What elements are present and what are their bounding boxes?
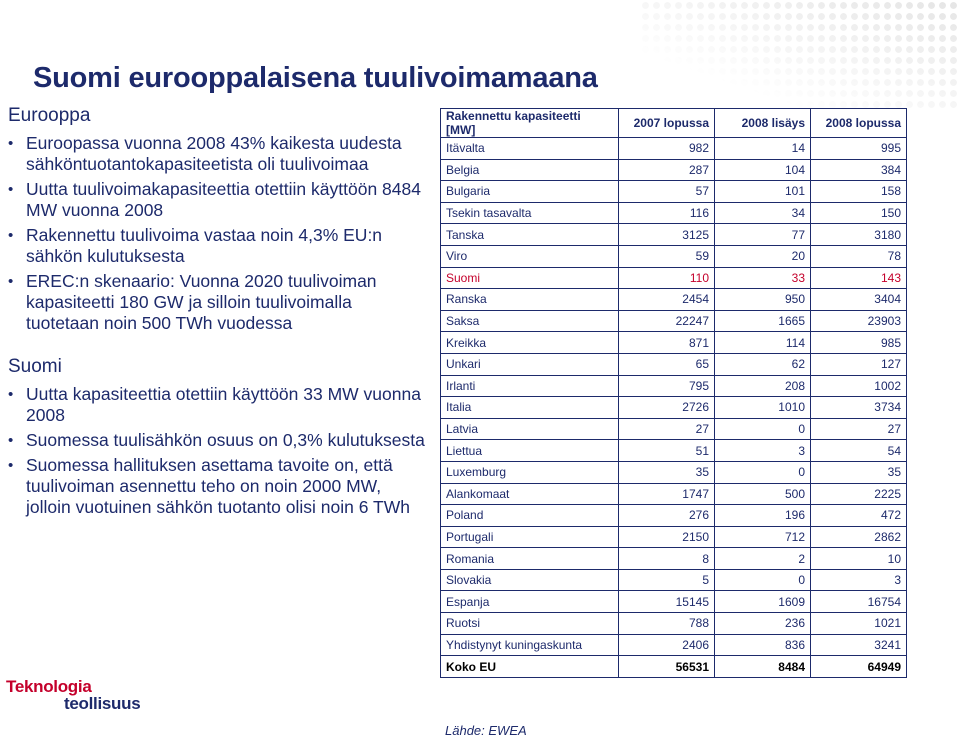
table-row (441, 181, 907, 203)
value-cell: 2150 (619, 526, 715, 548)
text-column (8, 105, 428, 522)
value-cell: 64949 (811, 656, 907, 678)
country-cell: Ruotsi (441, 613, 619, 635)
table-row (441, 202, 907, 224)
value-cell: 3 (715, 440, 811, 462)
teknologiateollisuus-logo (6, 677, 166, 713)
country-cell: Italia (441, 397, 619, 419)
value-cell: 276 (619, 505, 715, 527)
value-cell: 27 (619, 418, 715, 440)
value-cell: 982 (619, 138, 715, 160)
country-cell: Ranska (441, 289, 619, 311)
value-cell: 1747 (619, 483, 715, 505)
country-cell: Koko EU (441, 656, 619, 678)
value-cell: 2726 (619, 397, 715, 419)
value-cell: 14 (715, 138, 811, 160)
value-cell: 77 (715, 224, 811, 246)
table-row (441, 310, 907, 332)
value-cell: 35 (811, 461, 907, 483)
country-cell: Yhdistynyt kuningaskunta (441, 634, 619, 656)
country-cell: Slovakia (441, 569, 619, 591)
value-cell: 8 (619, 548, 715, 570)
value-cell: 10 (811, 548, 907, 570)
table-row (441, 353, 907, 375)
table-row (441, 440, 907, 462)
country-cell: Irlanti (441, 375, 619, 397)
value-cell: 3734 (811, 397, 907, 419)
value-cell: 150 (811, 202, 907, 224)
table-row (441, 138, 907, 160)
value-cell: 3125 (619, 224, 715, 246)
value-cell: 20 (715, 245, 811, 267)
capacity-table (440, 108, 907, 678)
value-cell: 1010 (715, 397, 811, 419)
decorative-dot-pattern (640, 0, 960, 110)
table-row (441, 375, 907, 397)
value-cell: 0 (715, 461, 811, 483)
country-cell: Espanja (441, 591, 619, 613)
value-cell: 15145 (619, 591, 715, 613)
table-row (441, 418, 907, 440)
country-cell: Suomi (441, 267, 619, 289)
value-cell: 114 (715, 332, 811, 354)
column-header: 2007 lopussa (619, 109, 715, 138)
value-cell: 472 (811, 505, 907, 527)
table-row (441, 224, 907, 246)
value-cell: 3 (811, 569, 907, 591)
bullet-item: • Uutta tuulivoimakapasiteettia otettiin käyttöön 8484 MW vuonna 2008 (8, 179, 428, 221)
table-header-row (441, 109, 907, 138)
country-cell: Belgia (441, 159, 619, 181)
table-row (441, 505, 907, 527)
value-cell: 27 (811, 418, 907, 440)
country-cell: Portugali (441, 526, 619, 548)
value-cell: 116 (619, 202, 715, 224)
country-cell: Saksa (441, 310, 619, 332)
value-cell: 57 (619, 181, 715, 203)
country-cell: Luxemburg (441, 461, 619, 483)
value-cell: 16754 (811, 591, 907, 613)
logo-text-line1: Teknologia (6, 677, 92, 696)
value-cell: 2225 (811, 483, 907, 505)
value-cell: 1002 (811, 375, 907, 397)
value-cell: 158 (811, 181, 907, 203)
value-cell: 500 (715, 483, 811, 505)
value-cell: 1021 (811, 613, 907, 635)
value-cell: 143 (811, 267, 907, 289)
table-row (441, 332, 907, 354)
bullet-item: • Suomessa tuulisähkön osuus on 0,3% kulutuksesta (8, 430, 428, 451)
table-row (441, 461, 907, 483)
slide-title: Suomi eurooppalaisena tuulivoimamaana (33, 62, 598, 94)
value-cell: 788 (619, 613, 715, 635)
value-cell: 236 (715, 613, 811, 635)
value-cell: 795 (619, 375, 715, 397)
country-cell: Bulgaria (441, 181, 619, 203)
table-row (441, 656, 907, 678)
value-cell: 33 (715, 267, 811, 289)
value-cell: 59 (619, 245, 715, 267)
logo-text-line2: teollisuus (64, 694, 141, 713)
table-row (441, 159, 907, 181)
value-cell: 2454 (619, 289, 715, 311)
value-cell: 836 (715, 634, 811, 656)
country-cell: Unkari (441, 353, 619, 375)
value-cell: 3404 (811, 289, 907, 311)
column-header: Rakennettu kapasiteetti [MW] (441, 109, 619, 138)
value-cell: 208 (715, 375, 811, 397)
value-cell: 34 (715, 202, 811, 224)
section-heading-suomi: Suomi (8, 356, 62, 377)
value-cell: 23903 (811, 310, 907, 332)
bullet-item: • Uutta kapasiteettia otettiin käyttöön 33 MW vuonna 2008 (8, 384, 428, 426)
table-row (441, 397, 907, 419)
table-row (441, 289, 907, 311)
value-cell: 950 (715, 289, 811, 311)
table-row (441, 613, 907, 635)
table-row (441, 548, 907, 570)
value-cell: 995 (811, 138, 907, 160)
value-cell: 3180 (811, 224, 907, 246)
country-cell: Kreikka (441, 332, 619, 354)
country-cell: Poland (441, 505, 619, 527)
table-row (441, 591, 907, 613)
value-cell: 5 (619, 569, 715, 591)
table-row (441, 483, 907, 505)
value-cell: 0 (715, 569, 811, 591)
value-cell: 1609 (715, 591, 811, 613)
value-cell: 127 (811, 353, 907, 375)
value-cell: 35 (619, 461, 715, 483)
value-cell: 54 (811, 440, 907, 462)
table-row (441, 634, 907, 656)
value-cell: 1665 (715, 310, 811, 332)
table-row (441, 569, 907, 591)
country-cell: Latvia (441, 418, 619, 440)
value-cell: 2862 (811, 526, 907, 548)
bullet-list-suomi (8, 384, 428, 518)
country-cell: Tsekin tasavalta (441, 202, 619, 224)
table-body (441, 138, 907, 678)
column-header: 2008 lisäys (715, 109, 811, 138)
country-cell: Viro (441, 245, 619, 267)
country-cell: Tanska (441, 224, 619, 246)
value-cell: 8484 (715, 656, 811, 678)
bullet-item: • Euroopassa vuonna 2008 43% kaikesta uudesta sähköntuotantokapasiteetista oli tuulivoimaa (8, 133, 428, 175)
value-cell: 2 (715, 548, 811, 570)
value-cell: 985 (811, 332, 907, 354)
value-cell: 287 (619, 159, 715, 181)
country-cell: Romania (441, 548, 619, 570)
bullet-item: • Rakennettu tuulivoima vastaa noin 4,3% EU:n sähkön kulutuksesta (8, 225, 428, 267)
bullet-list-eurooppa (8, 133, 428, 334)
value-cell: 101 (715, 181, 811, 203)
bullet-item: • Suomessa hallituksen asettama tavoite on, että tuulivoiman asennettu teho on noin 2000 MW, jolloin vuotuinen sähkön tuotanto olisi noin 6 TWh (8, 455, 428, 518)
section-heading-eurooppa: Eurooppa (8, 105, 91, 126)
value-cell: 51 (619, 440, 715, 462)
column-header: 2008 lopussa (811, 109, 907, 138)
value-cell: 0 (715, 418, 811, 440)
table-row (441, 267, 907, 289)
bullet-item: • EREC:n skenaario: Vuonna 2020 tuulivoiman kapasiteetti 180 GW ja silloin tuulivoimalla tuotetaan noin 500 TWh vuodessa (8, 271, 428, 334)
table-row (441, 245, 907, 267)
value-cell: 56531 (619, 656, 715, 678)
value-cell: 712 (715, 526, 811, 548)
value-cell: 3241 (811, 634, 907, 656)
country-cell: Itävalta (441, 138, 619, 160)
value-cell: 871 (619, 332, 715, 354)
value-cell: 2406 (619, 634, 715, 656)
value-cell: 62 (715, 353, 811, 375)
table-row (441, 526, 907, 548)
value-cell: 22247 (619, 310, 715, 332)
value-cell: 110 (619, 267, 715, 289)
country-cell: Liettua (441, 440, 619, 462)
value-cell: 104 (715, 159, 811, 181)
value-cell: 78 (811, 245, 907, 267)
value-cell: 196 (715, 505, 811, 527)
value-cell: 384 (811, 159, 907, 181)
value-cell: 65 (619, 353, 715, 375)
source-note: Lähde: EWEA (445, 723, 527, 738)
country-cell: Alankomaat (441, 483, 619, 505)
